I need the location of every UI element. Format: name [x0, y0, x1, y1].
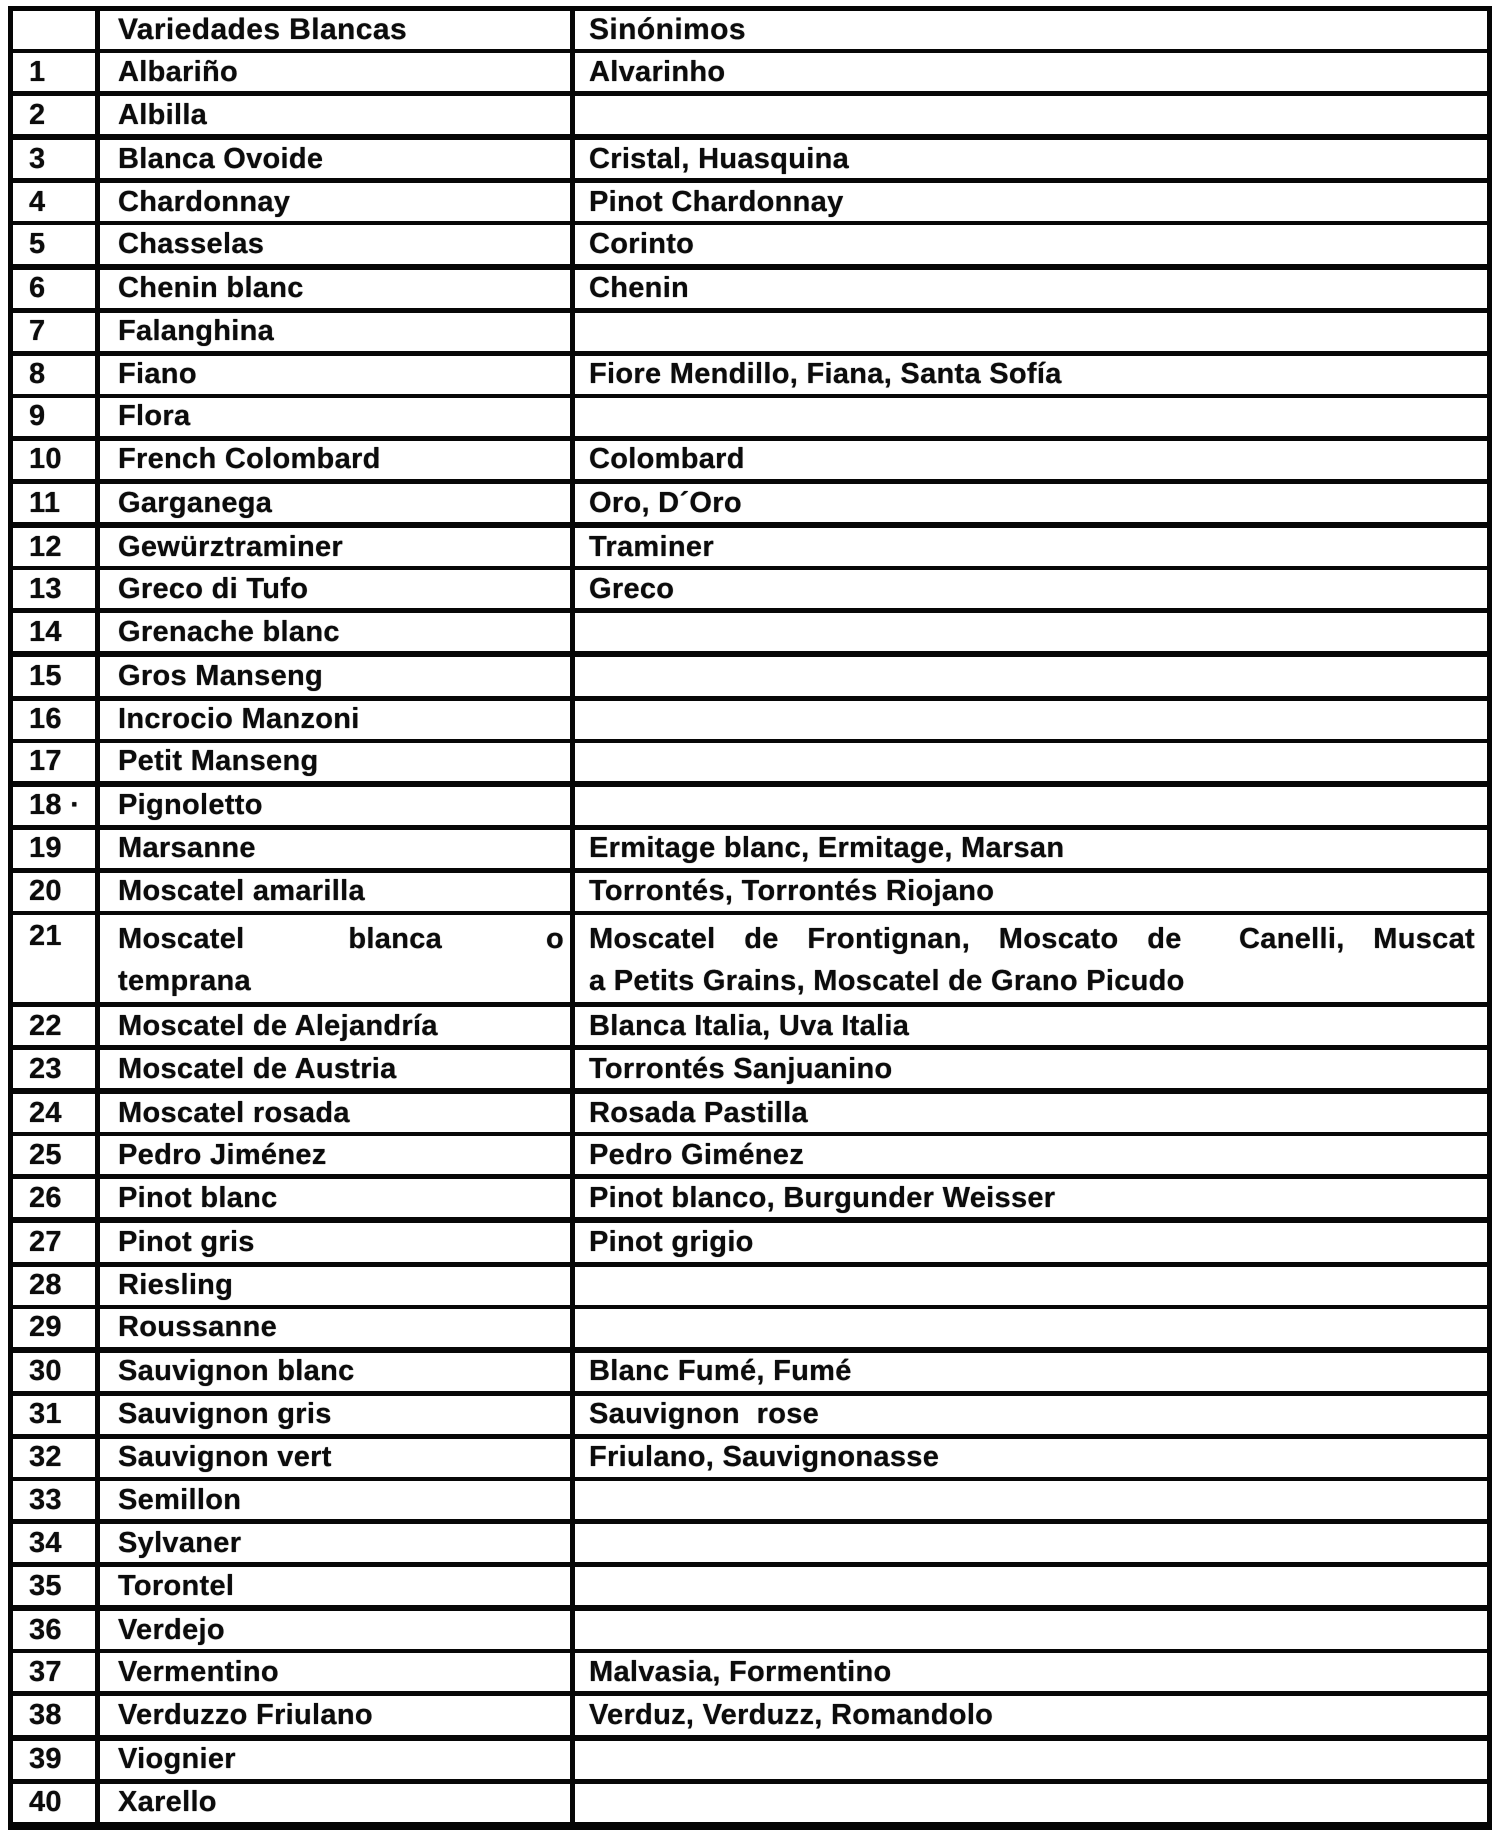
- row-number-cell: 4: [13, 183, 100, 221]
- synonyms-cell: Torrontés, Torrontés Riojano: [589, 875, 995, 908]
- variety-name-cell: Greco di Tufo: [100, 570, 575, 608]
- table-row: [13, 1179, 1487, 1223]
- table-row: [13, 356, 1487, 398]
- variety-name-cell: Semillon: [100, 1481, 575, 1519]
- table-row: [13, 398, 1487, 441]
- variety-name-cell: Pinot blanc: [100, 1179, 575, 1217]
- table-row: [13, 570, 1487, 613]
- variety-name-cell: Sauvignon blanc: [100, 1353, 575, 1391]
- synonyms-cell: [575, 1741, 1487, 1779]
- synonyms-cell: Greco: [589, 572, 675, 605]
- variety-name-cell: Petit Manseng: [100, 743, 575, 781]
- synonyms-cell: Sauvignon rose: [589, 1398, 820, 1431]
- variety-name-cell: Chenin blanc: [100, 270, 575, 308]
- synonyms-cell: Pinot Chardonnay: [589, 185, 844, 218]
- variety-name-cell: Riesling: [100, 1267, 575, 1305]
- synonyms-cell: Alvarinho: [589, 55, 726, 88]
- row-number-cell: 14: [13, 613, 100, 651]
- table-row: [13, 1353, 1487, 1396]
- grape-variety-table: [8, 6, 1492, 1830]
- synonyms-cell: Ermitage blanc, Ermitage, Marsan: [589, 832, 1065, 865]
- synonyms-cell: Pinot grigio: [589, 1225, 754, 1258]
- row-number-cell: 21: [13, 915, 100, 1002]
- row-number-cell: 23: [13, 1050, 100, 1088]
- row-number-cell: 8: [13, 356, 100, 394]
- table-row: [13, 1784, 1487, 1822]
- table-row: [13, 743, 1487, 787]
- synonyms-cell: Malvasia, Formentino: [589, 1655, 892, 1688]
- variety-name-cell: Falanghina: [100, 313, 575, 351]
- table-row: [13, 613, 1487, 657]
- table-row: [13, 1567, 1487, 1611]
- table-row: [13, 1223, 1487, 1266]
- table-row: [13, 1741, 1487, 1784]
- variety-name-cell: Garganega: [100, 484, 575, 522]
- table-row: [13, 140, 1487, 183]
- synonyms-cell: Blanc Fumé, Fumé: [589, 1355, 852, 1388]
- row-number-cell: 33: [13, 1481, 100, 1519]
- table-row: [13, 1396, 1487, 1439]
- synonyms-cell: Corinto: [589, 228, 695, 261]
- synonyms-cell: Colombard: [589, 443, 745, 476]
- row-number-cell: 11: [13, 484, 100, 522]
- variety-name-cell: Moscatel de Alejandría: [100, 1007, 575, 1045]
- table-row: [13, 1267, 1487, 1309]
- row-number-cell: 12: [13, 528, 100, 566]
- row-number-cell: 5: [13, 225, 100, 263]
- header-variety-cell: Variedades Blancas: [100, 11, 575, 49]
- table-row: [13, 1050, 1487, 1094]
- row-number-cell: 24: [13, 1094, 100, 1132]
- row-number-cell: 20: [13, 873, 100, 911]
- row-number-cell: 15: [13, 657, 100, 695]
- row-number-cell: 19: [13, 830, 100, 868]
- row-number-cell: 16: [13, 701, 100, 739]
- table-row: [13, 873, 1487, 915]
- table-row: [13, 53, 1487, 96]
- row-number-cell: 2: [13, 96, 100, 134]
- row-number-cell: 13: [13, 570, 100, 608]
- synonyms-cell: [575, 313, 1487, 351]
- table-row: [13, 1611, 1487, 1653]
- synonyms-cell: [575, 701, 1487, 739]
- synonyms-cell: [575, 1784, 1487, 1822]
- synonyms-cell: Traminer: [589, 530, 714, 563]
- variety-name-cell: Moscatel amarilla: [100, 873, 575, 911]
- variety-name-cell: Chardonnay: [100, 183, 575, 221]
- synonyms-cell: [575, 1524, 1487, 1562]
- synonyms-cell: Moscatel de Frontignan, Moscato de Canelli, Muscat a Petits Grains, Moscatel de Grano Picudo: [589, 922, 1475, 997]
- row-number-cell: 18 ·: [13, 787, 100, 825]
- table-row: [13, 915, 1487, 1007]
- variety-name-cell: Flora: [100, 398, 575, 436]
- variety-name-cell: Moscatel blanca o temprana: [100, 915, 575, 1002]
- synonyms-cell: Oro, D´Oro: [589, 486, 742, 519]
- table-row: [13, 830, 1487, 873]
- table-row: [13, 270, 1487, 313]
- synonyms-cell: [575, 1481, 1487, 1519]
- row-number-cell: 26: [13, 1179, 100, 1217]
- row-number-cell: 30: [13, 1353, 100, 1391]
- row-number-cell: 29: [13, 1309, 100, 1347]
- variety-name-cell: Incrocio Manzoni: [100, 701, 575, 739]
- table-row: [13, 441, 1487, 484]
- row-number-cell: 32: [13, 1439, 100, 1477]
- row-number-cell: 34: [13, 1524, 100, 1562]
- synonyms-cell: [575, 787, 1487, 825]
- variety-name-cell: Pedro Jiménez: [100, 1136, 575, 1174]
- synonyms-cell: Verduz, Verduzz, Romandolo: [589, 1699, 994, 1732]
- table-row: [13, 313, 1487, 356]
- synonyms-cell: [575, 743, 1487, 781]
- variety-name-cell: Gros Manseng: [100, 657, 575, 695]
- table-row: [13, 528, 1487, 570]
- synonyms-cell: Chenin: [589, 272, 690, 305]
- table-row: [13, 1653, 1487, 1696]
- table-row: [13, 183, 1487, 225]
- table-row: [13, 1094, 1487, 1136]
- synonyms-cell: Rosada Pastilla: [589, 1096, 808, 1129]
- table-row: [13, 1007, 1487, 1050]
- row-number-cell: 1: [13, 53, 100, 91]
- variety-name-cell: Verduzzo Friulano: [100, 1696, 575, 1734]
- row-number-cell: 17: [13, 743, 100, 781]
- table-header-row: [13, 11, 1487, 53]
- variety-name-cell: Torontel: [100, 1567, 575, 1605]
- variety-name-cell: Albilla: [100, 96, 575, 134]
- row-number-cell: 3: [13, 140, 100, 178]
- header-number-cell: [13, 11, 100, 49]
- table-row: [13, 1696, 1487, 1740]
- synonyms-cell: Blanca Italia, Uva Italia: [589, 1009, 910, 1042]
- variety-name-cell: Albariño: [100, 53, 575, 91]
- variety-name-cell: Chasselas: [100, 225, 575, 263]
- synonyms-cell: Pedro Giménez: [589, 1138, 805, 1171]
- synonyms-cell: Fiore Mendillo, Fiana, Santa Sofía: [589, 358, 1062, 391]
- variety-name-cell: Blanca Ovoide: [100, 140, 575, 178]
- table-row: [13, 1309, 1487, 1353]
- variety-name-cell: Sauvignon vert: [100, 1439, 575, 1477]
- row-number-cell: 25: [13, 1136, 100, 1174]
- synonyms-cell: [575, 96, 1487, 134]
- row-number-cell: 10: [13, 441, 100, 479]
- variety-name-cell: Roussanne: [100, 1309, 575, 1347]
- variety-name-cell: Grenache blanc: [100, 613, 575, 651]
- synonyms-cell: Torrontés Sanjuanino: [589, 1052, 893, 1085]
- header-synonyms-cell: Sinónimos: [589, 13, 746, 47]
- table-row: [13, 225, 1487, 269]
- variety-name-cell: French Colombard: [100, 441, 575, 479]
- synonyms-cell: Pinot blanco, Burgunder Weisser: [589, 1181, 1056, 1214]
- variety-name-cell: Gewürztraminer: [100, 528, 575, 566]
- variety-name-cell: Verdejo: [100, 1611, 575, 1649]
- table-row: [13, 787, 1487, 830]
- row-number-cell: 35: [13, 1567, 100, 1605]
- synonyms-cell: Friulano, Sauvignonasse: [589, 1441, 940, 1474]
- synonyms-cell: [575, 1309, 1487, 1347]
- row-number-cell: 28: [13, 1267, 100, 1305]
- synonyms-cell: Cristal, Huasquina: [589, 142, 850, 175]
- variety-name-cell: Pignoletto: [100, 787, 575, 825]
- variety-name-cell: Marsanne: [100, 830, 575, 868]
- row-number-cell: 22: [13, 1007, 100, 1045]
- table-row: [13, 96, 1487, 140]
- row-number-cell: 36: [13, 1611, 100, 1649]
- row-number-cell: 9: [13, 398, 100, 436]
- synonyms-cell: [575, 1611, 1487, 1649]
- synonyms-cell: [575, 613, 1487, 651]
- table-row: [13, 484, 1487, 528]
- table-row: [13, 1439, 1487, 1481]
- variety-name-cell: Sylvaner: [100, 1524, 575, 1562]
- variety-name-cell: Fiano: [100, 356, 575, 394]
- row-number-cell: 40: [13, 1784, 100, 1822]
- row-number-cell: 7: [13, 313, 100, 351]
- variety-name-cell: Viognier: [100, 1741, 575, 1779]
- synonyms-cell: [575, 398, 1487, 436]
- row-number-cell: 38: [13, 1696, 100, 1734]
- row-number-cell: 6: [13, 270, 100, 308]
- row-number-cell: 27: [13, 1223, 100, 1261]
- table-row: [13, 1524, 1487, 1567]
- table-row: [13, 1481, 1487, 1524]
- table-row: [13, 1136, 1487, 1179]
- variety-name-cell: Vermentino: [100, 1653, 575, 1691]
- variety-name-cell: Moscatel de Austria: [100, 1050, 575, 1088]
- variety-name-cell: Moscatel rosada: [100, 1094, 575, 1132]
- variety-name-cell: Sauvignon gris: [100, 1396, 575, 1434]
- table-row: [13, 657, 1487, 700]
- variety-name-cell: Pinot gris: [100, 1223, 575, 1261]
- row-number-cell: 39: [13, 1741, 100, 1779]
- variety-name-cell: Xarello: [100, 1784, 575, 1822]
- synonyms-cell: [575, 657, 1487, 695]
- synonyms-cell: [575, 1567, 1487, 1605]
- row-number-cell: 31: [13, 1396, 100, 1434]
- table-row: [13, 701, 1487, 743]
- synonyms-cell: [575, 1267, 1487, 1305]
- row-number-cell: 37: [13, 1653, 100, 1691]
